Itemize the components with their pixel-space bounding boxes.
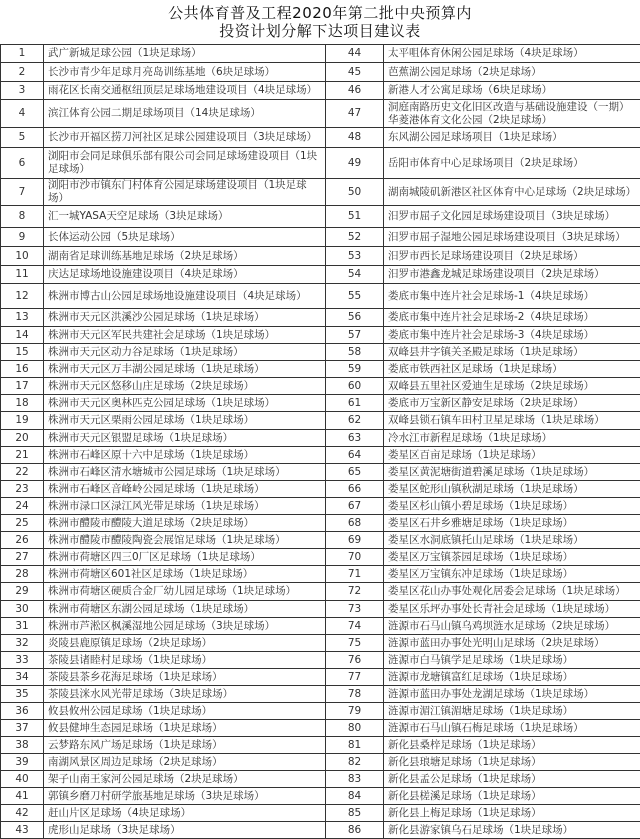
- table-row: [1, 45, 640, 63]
- project-name-right: 娄星区杉山镇小碧足球场（1块足球场）: [384, 498, 640, 515]
- project-name-right: 娄底市集中连片社会足球场-1（4块足球场）: [384, 284, 640, 309]
- row-number-right: 52: [326, 228, 384, 247]
- row-number-right: 78: [326, 686, 384, 703]
- row-number-left: 41: [1, 788, 44, 805]
- row-number-right: 85: [326, 805, 384, 822]
- project-name-left: 郭镇乡磨刀村研学旅基地足球场（3块足球场）: [44, 788, 326, 805]
- project-name-left: 株洲市天元区奥林匹克公园足球场（1块足球场）: [44, 395, 326, 412]
- project-name-right: 娄底市集中连片社会足球场-2（4块足球场）: [384, 309, 640, 327]
- project-name-right: 娄星区万宝镇东冲足球场（1块足球场）: [384, 566, 640, 583]
- project-name-right: 娄星区石井乡雅塘足球场（1块足球场）: [384, 515, 640, 532]
- title-line-1: 公共体育普及工程2020年第二批中央预算内: [0, 4, 640, 22]
- project-name-left: 架子山南王家河公园足球场（2块足球场）: [44, 771, 326, 788]
- row-number-right: 58: [326, 344, 384, 361]
- row-number-right: 64: [326, 447, 384, 464]
- table-row: [1, 822, 640, 839]
- row-number-right: 74: [326, 618, 384, 635]
- row-number-right: 54: [326, 266, 384, 284]
- row-number-right: 73: [326, 601, 384, 618]
- project-name-right: 娄星区百亩足球场（1块足球场）: [384, 447, 640, 464]
- project-name-left: 湖南省足球训练基地足球场（2块足球场）: [44, 247, 326, 266]
- project-name-right: 新港人才公寓足球场（6块足球场）: [384, 82, 640, 100]
- project-name-left: 株洲市天元区万丰湖公园足球场（1块足球场）: [44, 361, 326, 378]
- project-name-right: 涟源市石马山镇乌鸡坝涟水足球场（2块足球场）: [384, 618, 640, 635]
- project-name-right: 双峰县锁石镇车田村卫星足球场（1块足球场）: [384, 412, 640, 430]
- table-row: [1, 669, 640, 686]
- project-name-left: 株洲市渌口区渌江风光带足球场（1块足球场）: [44, 498, 326, 515]
- row-number-left: 6: [1, 148, 44, 179]
- table-row: [1, 100, 640, 128]
- project-name-right: 涟源市白马镇学足足球场（1块足球场）: [384, 652, 640, 669]
- project-name-left: 株洲市石峰区原十六中足球场（1块足球场）: [44, 447, 326, 464]
- row-number-right: 50: [326, 179, 384, 206]
- row-number-left: 21: [1, 447, 44, 464]
- row-number-right: 84: [326, 788, 384, 805]
- row-number-right: 69: [326, 532, 384, 549]
- row-number-right: 72: [326, 583, 384, 601]
- row-number-right: 45: [326, 63, 384, 82]
- row-number-right: 65: [326, 464, 384, 481]
- row-number-left: 34: [1, 669, 44, 686]
- table-row: [1, 686, 640, 703]
- table-row: [1, 128, 640, 148]
- row-number-right: 51: [326, 206, 384, 228]
- project-name-left: 茶陵县茶乡花海足球场（1块足球场）: [44, 669, 326, 686]
- row-number-left: 19: [1, 412, 44, 430]
- row-number-right: 61: [326, 395, 384, 412]
- table-row: [1, 754, 640, 771]
- row-number-right: 80: [326, 720, 384, 737]
- project-name-left: 株洲市天元区洪溪沙公园足球场（1块足球场）: [44, 309, 326, 327]
- table-row: [1, 635, 640, 652]
- project-name-left: 炎陵县鹿原镇足球场（2块足球场）: [44, 635, 326, 652]
- project-name-right: 娄星区黄泥塘街道碧溪足球场（1块足球场）: [384, 464, 640, 481]
- table-row: [1, 652, 640, 669]
- row-number-left: 3: [1, 82, 44, 100]
- project-name-left: 株洲市天元区悠移山庄足球场（2块足球场）: [44, 378, 326, 395]
- row-number-left: 38: [1, 737, 44, 754]
- row-number-left: 15: [1, 344, 44, 361]
- project-name-right: 涟源市湄江镇湄塘足球场（1块足球场）: [384, 703, 640, 720]
- project-name-left: 株洲市石峰区音峰岭公园足球场（1块足球场）: [44, 481, 326, 498]
- row-number-right: 81: [326, 737, 384, 754]
- project-name-left: 浏阳市会同足球俱乐部有限公司会同足球场建设项目（1块足球场）: [44, 148, 326, 179]
- project-name-left: 株洲市荷塘区东湖公园足球场（1块足球场）: [44, 601, 326, 618]
- project-name-left: 滨江体育公园二期足球场项目（14块足球场）: [44, 100, 326, 128]
- row-number-right: 57: [326, 327, 384, 344]
- table-row: [1, 82, 640, 100]
- table-row: [1, 361, 640, 378]
- table-row: [1, 481, 640, 498]
- row-number-left: 22: [1, 464, 44, 481]
- row-number-right: 79: [326, 703, 384, 720]
- row-number-right: 66: [326, 481, 384, 498]
- table-row: [1, 309, 640, 327]
- project-name-left: 株洲市天元区银盟足球场（1块足球场）: [44, 430, 326, 447]
- project-name-left: 株洲市荷塘区四三0厂区足球场（1块足球场）: [44, 549, 326, 566]
- row-number-right: 59: [326, 361, 384, 378]
- table-row: [1, 63, 640, 82]
- row-number-left: 30: [1, 601, 44, 618]
- table-row: [1, 327, 640, 344]
- row-number-right: 70: [326, 549, 384, 566]
- project-name-right: 娄星区蛇形山镇秋湖足球场（1块足球场）: [384, 481, 640, 498]
- table-row: [1, 430, 640, 447]
- table-row: [1, 206, 640, 228]
- row-number-right: 83: [326, 771, 384, 788]
- row-number-right: 47: [326, 100, 384, 128]
- project-name-right: 新化县桑梓足球场（1块足球场）: [384, 737, 640, 754]
- project-name-left: 长体运动公园（5块足球场）: [44, 228, 326, 247]
- row-number-right: 49: [326, 148, 384, 179]
- project-name-right: 汨罗市西长足球场建设项目（2块足球场）: [384, 247, 640, 266]
- table-row: [1, 788, 640, 805]
- project-name-left: 株洲市荷塘区硬质合金厂幼儿园足球场（1块足球场）: [44, 583, 326, 601]
- document-title: [0, 0, 640, 44]
- row-number-left: 27: [1, 549, 44, 566]
- project-name-left: 武广新城足球公园（1块足球场）: [44, 45, 326, 63]
- row-number-left: 7: [1, 179, 44, 206]
- row-number-left: 5: [1, 128, 44, 148]
- project-name-left: 茶陵县诸睦村足球场（1块足球场）: [44, 652, 326, 669]
- table-row: [1, 771, 640, 788]
- row-number-left: 42: [1, 805, 44, 822]
- row-number-right: 68: [326, 515, 384, 532]
- project-name-right: 娄星区万宝镇茶园足球场（1块足球场）: [384, 549, 640, 566]
- project-name-right: 娄底市集中连片社会足球场-3（4块足球场）: [384, 327, 640, 344]
- project-name-right: 娄底市万宝新区静安足球场（2块足球场）: [384, 395, 640, 412]
- table-row: [1, 618, 640, 635]
- row-number-right: 53: [326, 247, 384, 266]
- table-row: [1, 344, 640, 361]
- project-name-left: 攸县攸州公园足球场（1块足球场）: [44, 703, 326, 720]
- row-number-left: 8: [1, 206, 44, 228]
- table-row: [1, 228, 640, 247]
- table-row: [1, 601, 640, 618]
- project-name-right: 新化县孟公足球场（1块足球场）: [384, 771, 640, 788]
- row-number-left: 12: [1, 284, 44, 309]
- project-name-right: 新化县上梅足球场（1块足球场）: [384, 805, 640, 822]
- table-row: [1, 412, 640, 430]
- row-number-left: 16: [1, 361, 44, 378]
- row-number-left: 25: [1, 515, 44, 532]
- table-row: [1, 498, 640, 515]
- row-number-left: 23: [1, 481, 44, 498]
- project-name-left: 株洲市天元区栗雨公园足球场（1块足球场）: [44, 412, 326, 430]
- row-number-left: 10: [1, 247, 44, 266]
- row-number-left: 14: [1, 327, 44, 344]
- project-name-left: 南湖风景区周边足球场（2块足球场）: [44, 754, 326, 771]
- row-number-left: 26: [1, 532, 44, 549]
- project-table: [0, 44, 640, 839]
- project-name-right: 涟源市蓝田办事处龙湖足球场（1块足球场）: [384, 686, 640, 703]
- row-number-left: 39: [1, 754, 44, 771]
- table-row: [1, 266, 640, 284]
- project-name-right: 娄星区水洞底镇托山足球场（1块足球场）: [384, 532, 640, 549]
- project-name-right: 新化县琅塘足球场（1块足球场）: [384, 754, 640, 771]
- row-number-right: 86: [326, 822, 384, 839]
- project-name-left: 株洲市芦淞区枫溪湿地公园足球场（3块足球场）: [44, 618, 326, 635]
- project-name-right: 汨罗市屈子湿地公园足球场建设项目（3块足球场）: [384, 228, 640, 247]
- table-row: [1, 583, 640, 601]
- project-name-left: 株洲市博古山公园足球场地设施建设项目（4块足球场）: [44, 284, 326, 309]
- project-name-right: 涟源市石马山镇石梅足球场（1块足球场）: [384, 720, 640, 737]
- row-number-right: 55: [326, 284, 384, 309]
- project-name-right: 洞庭南路历史文化旧区改造与基础设施建设（一期）华菱港体育文化公园（2块足球场）: [384, 100, 640, 128]
- row-number-left: 36: [1, 703, 44, 720]
- row-number-left: 32: [1, 635, 44, 652]
- row-number-left: 18: [1, 395, 44, 412]
- project-name-left: 株洲市天元区军民共建社会足球场（1块足球场）: [44, 327, 326, 344]
- row-number-right: 62: [326, 412, 384, 430]
- project-name-right: 新化县游家镇乌石足球场（1块足球场）: [384, 822, 640, 839]
- project-name-right: 芭蕉湖公园足球场（2块足球场）: [384, 63, 640, 82]
- row-number-right: 44: [326, 45, 384, 63]
- table-row: [1, 179, 640, 206]
- project-name-left: 长沙市开福区捞刀河社区足球公园建设项目（3块足球场）: [44, 128, 326, 148]
- project-name-right: 冷水江市新程足球场（1块足球场）: [384, 430, 640, 447]
- project-name-left: 株洲市醴陵市醴陵大道足球场（2块足球场）: [44, 515, 326, 532]
- row-number-left: 17: [1, 378, 44, 395]
- row-number-left: 43: [1, 822, 44, 839]
- row-number-left: 40: [1, 771, 44, 788]
- row-number-right: 76: [326, 652, 384, 669]
- project-name-left: 株洲市醴陵市醴陵陶瓷会展馆足球场（1块足球场）: [44, 532, 326, 549]
- row-number-left: 24: [1, 498, 44, 515]
- table-row: [1, 464, 640, 481]
- row-number-left: 31: [1, 618, 44, 635]
- row-number-left: 29: [1, 583, 44, 601]
- row-number-left: 11: [1, 266, 44, 284]
- project-name-left: 株洲市石峰区清水塘城市公园足球场（1块足球场）: [44, 464, 326, 481]
- table-row: [1, 720, 640, 737]
- table-row: [1, 805, 640, 822]
- table-row: [1, 549, 640, 566]
- row-number-left: 20: [1, 430, 44, 447]
- row-number-right: 48: [326, 128, 384, 148]
- project-name-right: 双峰县五里社区爱迪生足球场（2块足球场）: [384, 378, 640, 395]
- project-name-right: 太平咀体育休闲公园足球场（4块足球场）: [384, 45, 640, 63]
- project-name-right: 汨罗市港鑫龙城足球场建设项目（2块足球场）: [384, 266, 640, 284]
- project-name-left: 赶山片区足球场（4块足球场）: [44, 805, 326, 822]
- row-number-left: 37: [1, 720, 44, 737]
- row-number-left: 9: [1, 228, 44, 247]
- project-name-right: 湖南城陵矶新港区社区体育中心足球场（2块足球场）: [384, 179, 640, 206]
- project-name-right: 娄底市铁西社区足球场（1块足球场）: [384, 361, 640, 378]
- row-number-right: 77: [326, 669, 384, 686]
- row-number-right: 82: [326, 754, 384, 771]
- table-row: [1, 148, 640, 179]
- table-row: [1, 378, 640, 395]
- row-number-right: 75: [326, 635, 384, 652]
- row-number-right: 60: [326, 378, 384, 395]
- row-number-left: 2: [1, 63, 44, 82]
- project-name-right: 娄星区花山办事处观化居委会足球场（1块足球场）: [384, 583, 640, 601]
- project-name-right: 涟源市龙塘镇富红足球场（1块足球场）: [384, 669, 640, 686]
- project-name-left: 长沙市青少年足球月亮岛训练基地（6块足球场）: [44, 63, 326, 82]
- project-name-right: 新化县槎溪足球场（1块足球场）: [384, 788, 640, 805]
- row-number-right: 63: [326, 430, 384, 447]
- project-name-right: 娄星区乐坪办事处长青社会足球场（1块足球场）: [384, 601, 640, 618]
- row-number-left: 35: [1, 686, 44, 703]
- project-name-left: 攸县健坤生态园足球场（1块足球场）: [44, 720, 326, 737]
- table-row: [1, 737, 640, 754]
- table-row: [1, 395, 640, 412]
- project-name-left: 茶陵县洣水风光带足球场（3块足球场）: [44, 686, 326, 703]
- project-name-right: 涟源市蓝田办事处光明山足球场（2块足球场）: [384, 635, 640, 652]
- project-name-left: 庆达足球场地设施建设项目（4块足球场）: [44, 266, 326, 284]
- table-row: [1, 247, 640, 266]
- table-row: [1, 447, 640, 464]
- table-row: [1, 703, 640, 720]
- table-row: [1, 284, 640, 309]
- project-name-left: 浏阳市沙市镇东门村体育公园足球场建设项目（1块足球场）: [44, 179, 326, 206]
- row-number-right: 67: [326, 498, 384, 515]
- project-name-right: 岳阳市体育中心足球场项目（2块足球场）: [384, 148, 640, 179]
- table-row: [1, 566, 640, 583]
- project-name-right: 双峰县井字镇关圣殿足球场（1块足球场）: [384, 344, 640, 361]
- project-table-body: [1, 45, 640, 839]
- project-name-left: 汇一城YASA天空足球场（3块足球场）: [44, 206, 326, 228]
- project-name-left: 雨花区长南交通枢纽顶层足球场地建设项目（4块足球场）: [44, 82, 326, 100]
- project-name-left: 虎形山足球场（3块足球场）: [44, 822, 326, 839]
- row-number-left: 28: [1, 566, 44, 583]
- project-name-left: 株洲市荷塘区601社区足球场（1块足球场）: [44, 566, 326, 583]
- row-number-right: 71: [326, 566, 384, 583]
- project-name-left: 云梦路东风广场足球场（1块足球场）: [44, 737, 326, 754]
- project-name-right: 汨罗市屈子文化园足球场建设项目（3块足球场）: [384, 206, 640, 228]
- row-number-right: 46: [326, 82, 384, 100]
- project-name-right: 东风湖公园足球场项目（1块足球场）: [384, 128, 640, 148]
- project-name-left: 株洲市天元区动力谷足球场（1块足球场）: [44, 344, 326, 361]
- row-number-left: 13: [1, 309, 44, 327]
- table-row: [1, 515, 640, 532]
- row-number-right: 56: [326, 309, 384, 327]
- table-row: [1, 532, 640, 549]
- row-number-left: 33: [1, 652, 44, 669]
- row-number-left: 1: [1, 45, 44, 63]
- title-line-2: 投资计划分解下达项目建议表: [0, 22, 640, 40]
- row-number-left: 4: [1, 100, 44, 128]
